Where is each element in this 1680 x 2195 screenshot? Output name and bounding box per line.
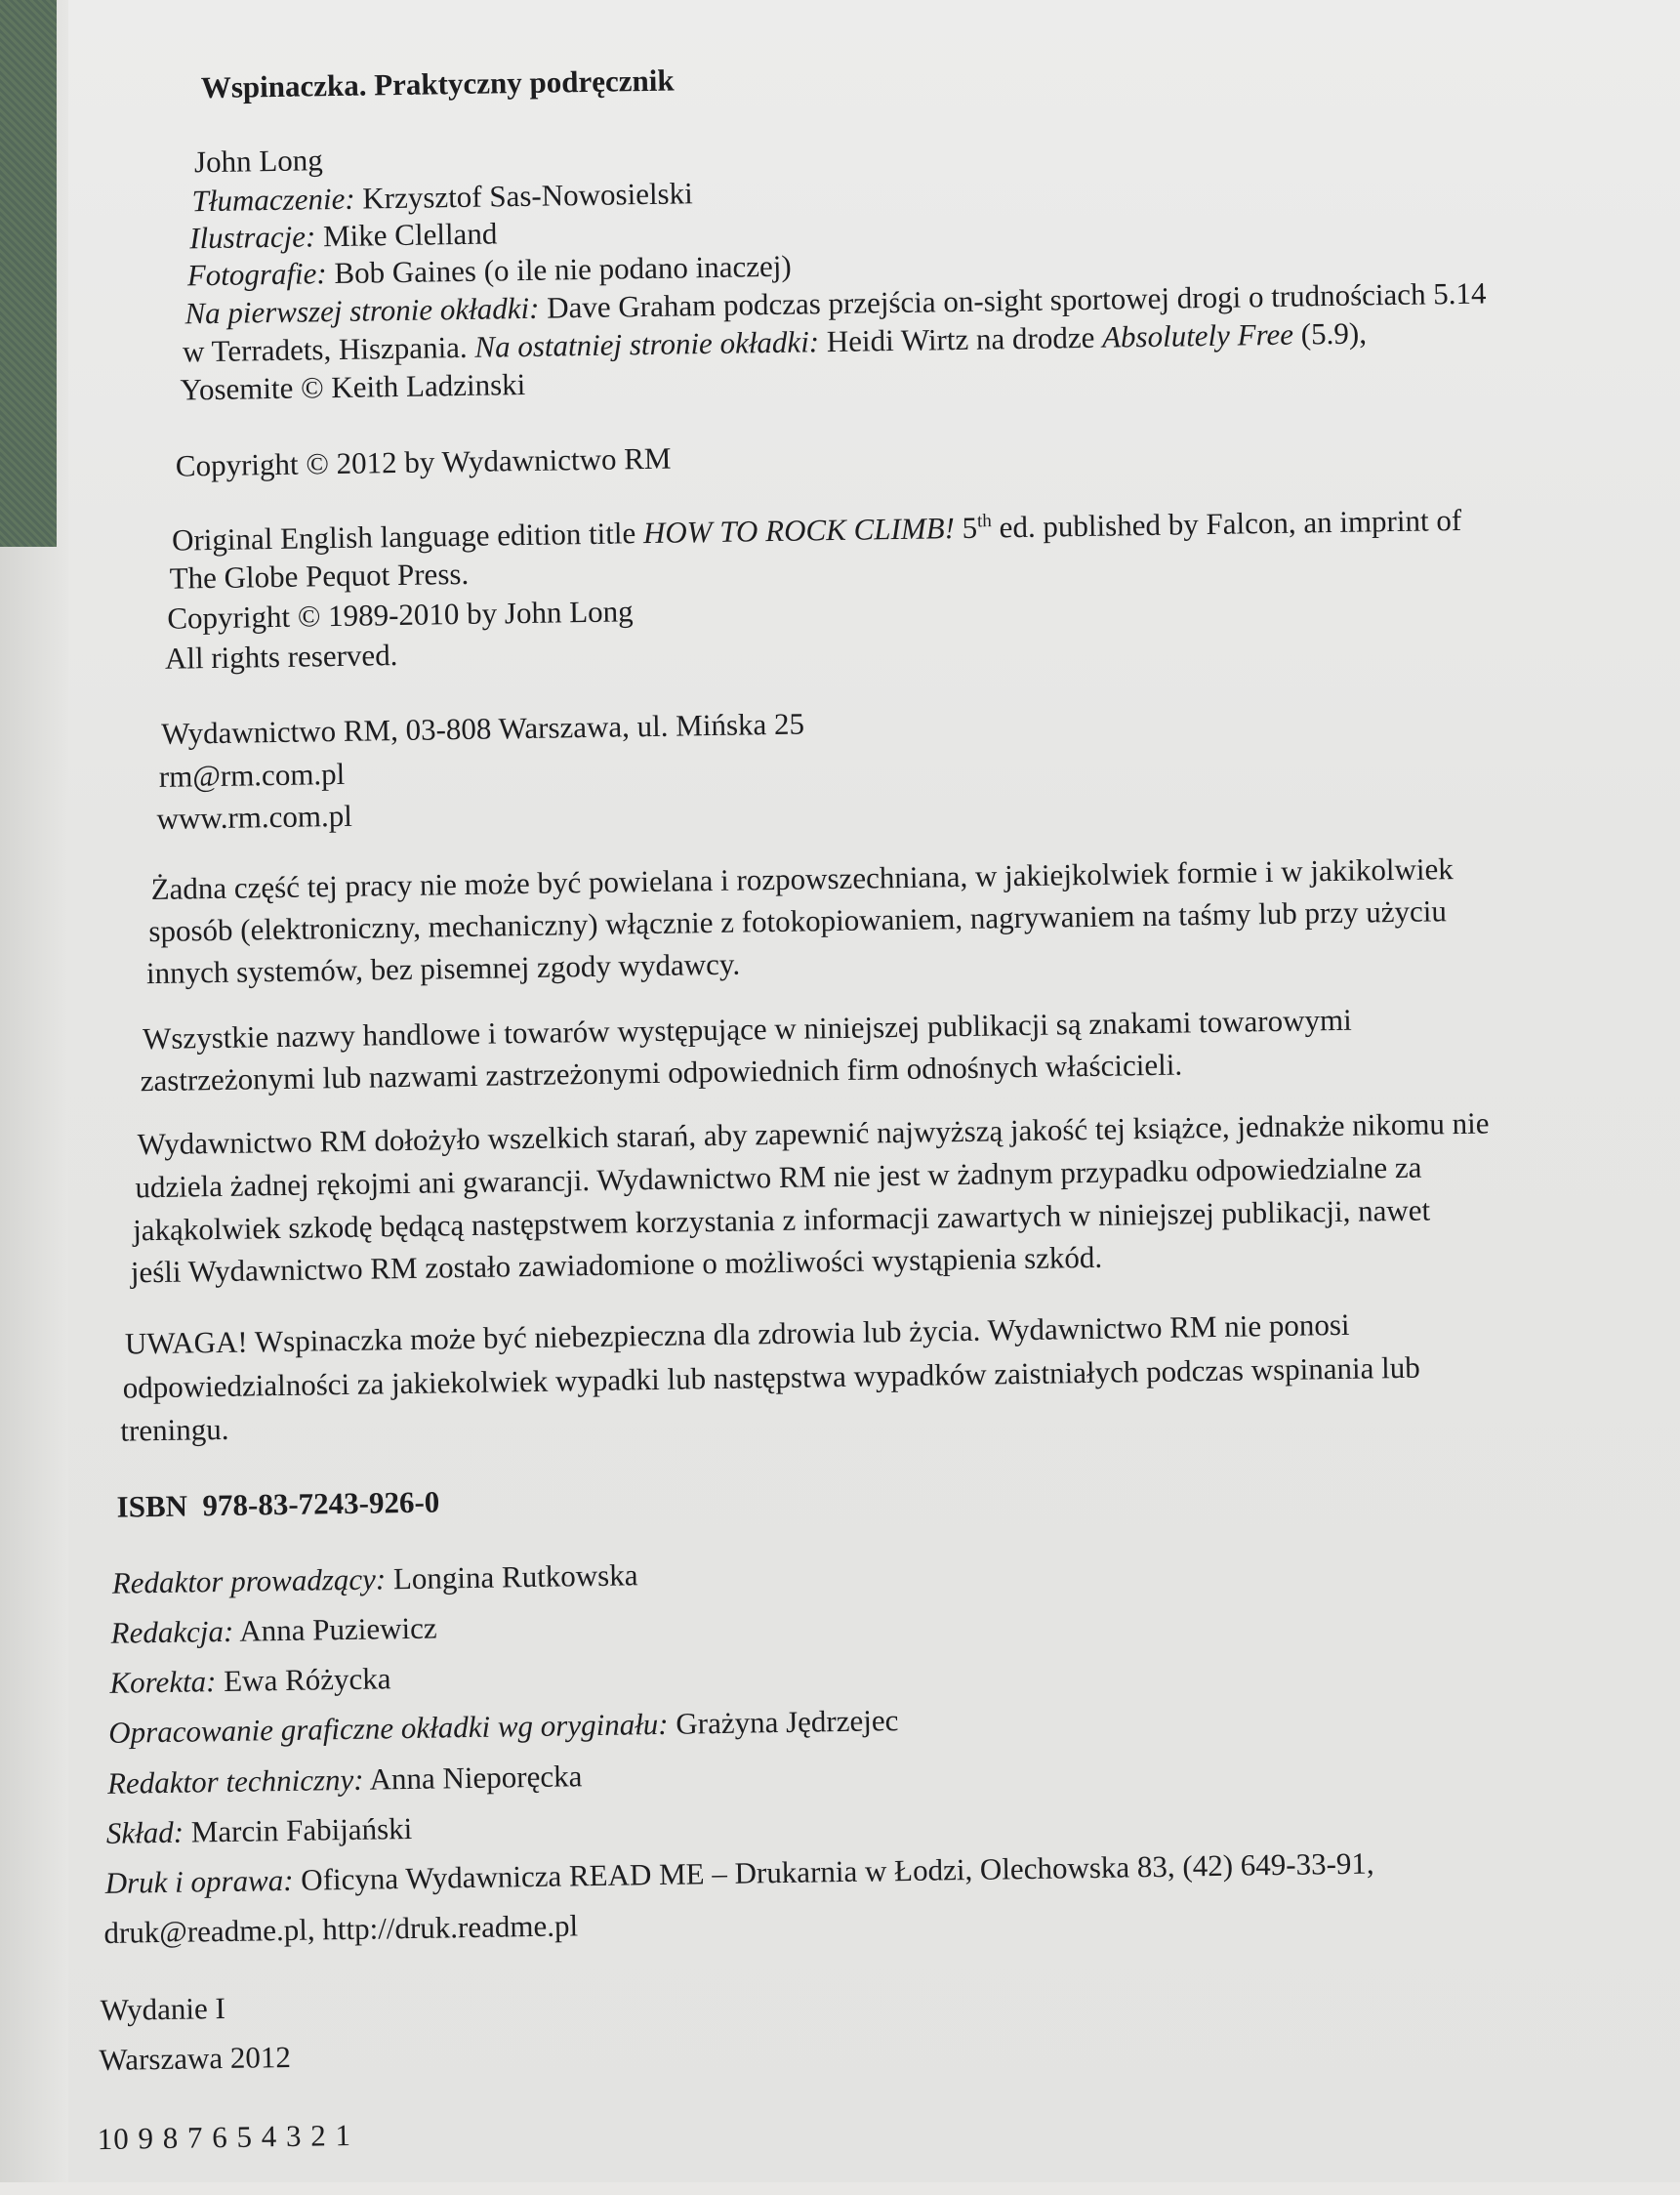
staff-value: Ewa Różycka: [216, 1661, 391, 1699]
para2-line1: Wszystkie nazwy handlowe i towarów występujące w niniejszej publikacji są znakami towarowymi: [142, 1002, 1352, 1056]
staff-value: Longina Rutkowska: [385, 1557, 638, 1596]
cover-route: Absolutely Free: [1101, 316, 1294, 354]
isbn-label: ISBN: [116, 1488, 188, 1524]
cover-line2-b: Heidi Wirtz na drodze: [818, 319, 1103, 359]
staff-label: Druk i oprawa:: [104, 1862, 294, 1900]
print-run: 10 9 8 7 6 5 4 3 2 1: [97, 2117, 352, 2157]
para4-line3: treningu.: [120, 1411, 229, 1448]
para1-line3: innych systemów, bez pisemnej zgody wydawcy.: [145, 946, 741, 991]
staff-label: Opracowanie graficzne okładki wg oryginału:: [107, 1706, 669, 1750]
original-title: HOW TO ROCK CLIMB!: [642, 511, 956, 551]
para3-line4: jeśli Wydawnictwo RM zostało zawiadomione o możliwości wystąpienia szkód.: [130, 1239, 1103, 1290]
publisher-email: rm@rm.com.pl: [158, 756, 346, 794]
para1-line2: sposób (elektroniczny, mechaniczny) włącznie z fotokopiowaniem, nagrywaniem na taśmy lub przy użyciu: [148, 893, 1448, 949]
original-edition-sup: th: [976, 511, 992, 532]
para3-line2: udziela żadnej rękojmi ani gwarancji. Wydawnictwo RM nie jest w żadnym przypadku odpowiedzialne za: [135, 1149, 1422, 1205]
para2-line2: zastrzeżonymi lub nazwami zastrzeżonymi odpowiednich firm odnośnych właścicieli.: [140, 1047, 1183, 1098]
photos-value: Bob Gaines (o ile nie podano inaczej): [326, 248, 792, 291]
staff-label: Redaktor techniczny:: [106, 1761, 364, 1801]
para1-line1: Żadna część tej pracy nie może być powielana i rozpowszechniana, w jakiejkolwiek formie i w jakikolwiek: [150, 851, 1454, 907]
staff-label: Korekta:: [109, 1664, 217, 1700]
para4-line2: odpowiedzialności za jakiekolwiek wypadki lub następstwa wypadków zaistniałych podczas wspinania lub: [122, 1349, 1420, 1405]
translation-value: Krzysztof Sas-Nowosielski: [354, 176, 693, 216]
staff-typesetting: [106, 1809, 413, 1853]
staff-value: Grażyna Jędrzejec: [668, 1703, 899, 1741]
staff-proofreading: [109, 1659, 391, 1703]
original-edition-line1: [172, 501, 1462, 560]
original-line1-b: 5: [954, 510, 978, 546]
place-year: Warszawa 2012: [99, 2039, 292, 2078]
staff-value: Marcin Fabijański: [183, 1810, 413, 1849]
isbn-value: 978-83-7243-926-0: [202, 1484, 440, 1523]
publisher-web: www.rm.com.pl: [156, 798, 353, 836]
staff-label: Redaktor prowadzący:: [111, 1561, 387, 1600]
isbn: [116, 1482, 439, 1526]
staff-cover-design: [108, 1701, 899, 1753]
publisher-address: Wydawnictwo RM, 03-808 Warszawa, ul. Mińska 25: [160, 706, 805, 751]
translation-credit: [191, 174, 693, 221]
cover-credit-line3: Yosemite © Keith Ladzinski: [180, 366, 526, 407]
cover-back-label: Na ostatniej stronie okładki:: [474, 324, 820, 364]
photos-label: Fotografie:: [186, 256, 327, 293]
staff-label: Redakcja:: [110, 1613, 234, 1650]
staff-managing-editor: [112, 1555, 638, 1602]
staff-printing: [104, 1843, 1374, 1902]
staff-value: Anna Nieporęcka: [363, 1759, 583, 1797]
cover-front-value: Dave Graham podczas przejścia on-sight sportowej drogi o trudnościach 5.14: [539, 275, 1487, 325]
print-contact: druk@readme.pl, http://druk.readme.pl: [103, 1908, 579, 1950]
staff-value: Anna Puziewicz: [232, 1610, 437, 1648]
para3-line3: jakąkolwiek szkodę będącą następstwem korzystania z informacji zawartych w niniejszej publikacji, nawet: [132, 1192, 1431, 1248]
staff-editing: [110, 1609, 437, 1653]
illustrations-value: Mike Clelland: [315, 216, 498, 254]
original-edition-line2: The Globe Pequot Press.: [169, 556, 470, 596]
rights-reserved: All rights reserved.: [164, 638, 398, 676]
original-line1-a: Original English language edition title: [171, 516, 644, 558]
cover-line2-c: (5.9),: [1292, 315, 1368, 352]
original-copyright: Copyright © 1989-2010 by John Long: [167, 594, 634, 636]
staff-technical-editor: [107, 1757, 583, 1803]
illustrations-label: Ilustracje:: [188, 219, 316, 256]
cover-front-label: Na pierwszej stronie okładki:: [184, 290, 540, 331]
cover-line2-a: w Terradets, Hiszpania.: [182, 329, 475, 369]
edition: Wydanie I: [100, 1991, 226, 2028]
staff-value: Oficyna Wydawnicza READ ME – Drukarnia w Łodzi, Olechowska 83, (42) 649-33-91,: [293, 1845, 1374, 1897]
translation-label: Tłumaczenie:: [191, 181, 355, 219]
para3-line1: Wydawnictwo RM dołożyło wszelkich starań, aby zapewnić najwyższą jakość tej książce, jednakże nikomu nie: [137, 1105, 1490, 1162]
para4-line1: UWAGA! Wspinaczka może być niebezpieczna dla zdrowia lub życia. Wydawnictwo RM nie ponosi: [124, 1306, 1350, 1361]
staff-label: Skład:: [105, 1814, 184, 1850]
author: John Long: [193, 143, 323, 180]
copyright-rm: Copyright © 2012 by Wydawnictwo RM: [175, 440, 672, 483]
original-line1-c: ed. published by Falcon, an imprint of: [991, 502, 1462, 545]
book-title: Wspinaczka. Praktyczny podręcznik: [200, 62, 675, 105]
